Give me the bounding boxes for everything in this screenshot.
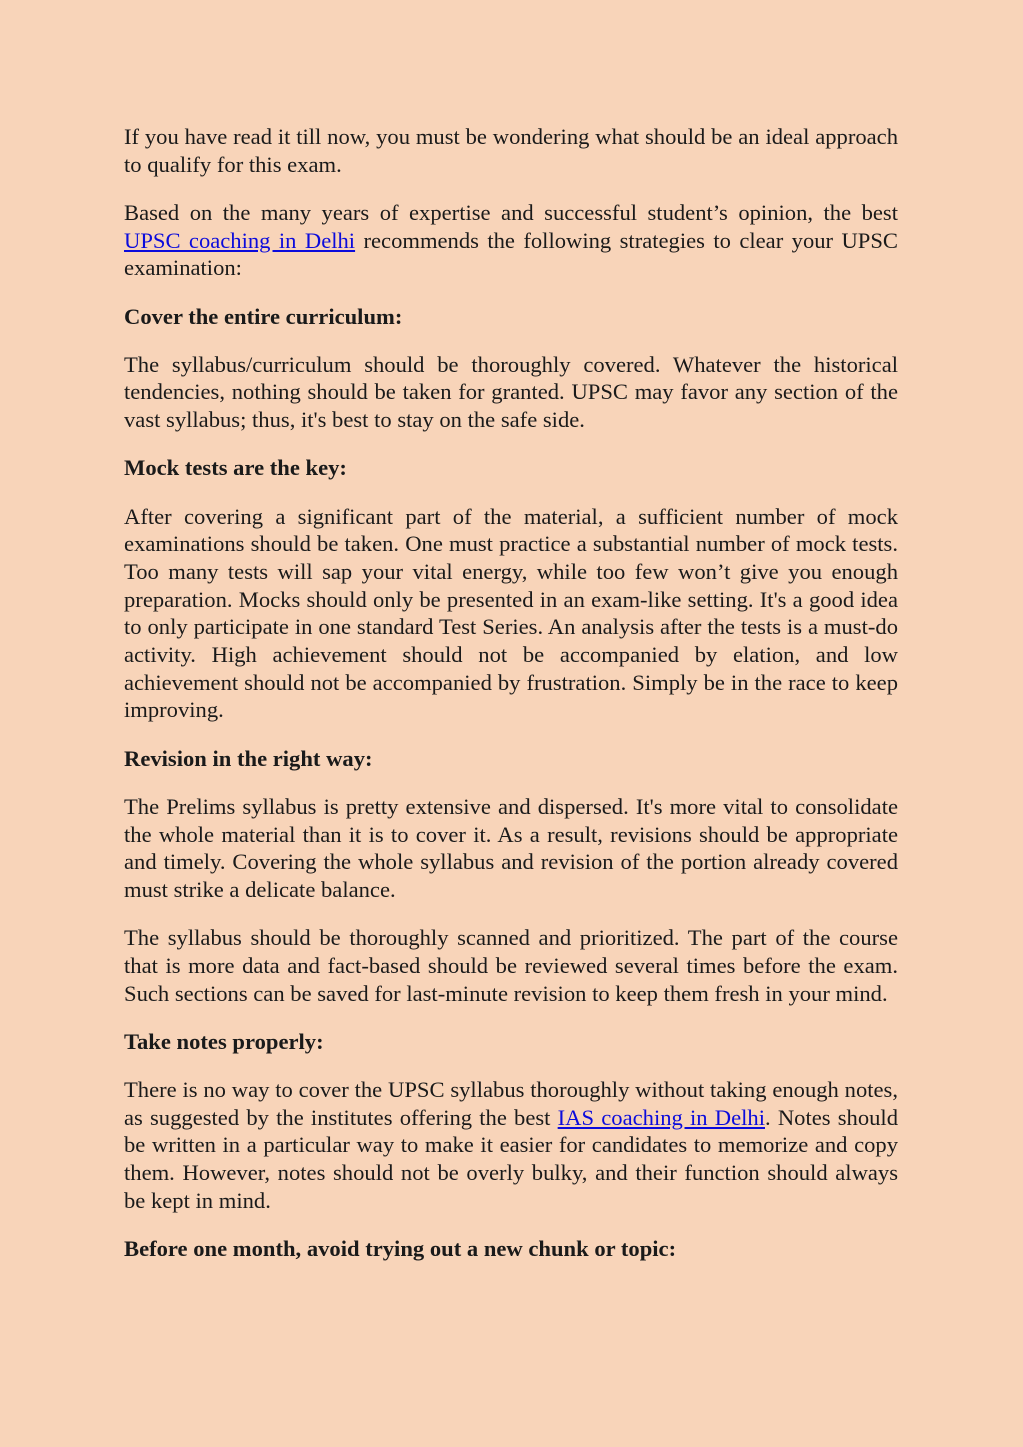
heading-take-notes: Take notes properly: [124, 1028, 324, 1054]
notes-paragraph [124, 1076, 898, 1215]
upsc-coaching-link[interactable]: UPSC coaching in Delhi [124, 227, 356, 253]
mock-tests-paragraph: After covering a significant part of the material, a sufficient number of mock examinations should be taken. One must practice a substantial number of mock tests. Too many tests will sap your vital energy, while too few won’t give you enough preparation. Mocks should only be presented in an exam-like setting. It's a good idea to only participate in one standard Test Series. An analysis after the tests is a must-do activity. High achievement should not be accompanied by elation, and low achievement should not be accompanied by frustration. Simply be in the race to keep improving. [124, 503, 898, 723]
ias-coaching-link[interactable]: IAS coaching in Delhi [557, 1104, 765, 1130]
notes-text-before: There is no way to cover the UPSC syllabus thoroughly without taking enough notes, as suggested by the institutes offering the best [124, 1076, 898, 1130]
revision-paragraph-1: The Prelims syllabus is pretty extensive and dispersed. It's more vital to consolidate the whole material than it is to cover it. As a result, revisions should be appropriate and timely. Covering the whole syllabus and revision of the portion already covered must strike a delicate balance. [124, 793, 898, 902]
heading-cover-curriculum: Cover the entire curriculum: [124, 303, 403, 329]
heading-revision: Revision in the right way: [124, 745, 373, 771]
heading-mock-tests: Mock tests are the key: [124, 455, 347, 481]
revision-paragraph-2: The syllabus should be thoroughly scanned and prioritized. The part of the course that is more data and fact-based should be reviewed several times before the exam. Such sections can be saved for last-minute revision to keep them fresh in your mind. [124, 925, 898, 1006]
document-body [124, 123, 898, 1283]
strategy-intro-paragraph [124, 199, 898, 282]
curriculum-paragraph: The syllabus/curriculum should be thoroughly covered. Whatever the historical tendencies, nothing should be taken for granted. UPSC may favor any section of the vast syllabus; thus, it's best to stay on the safe side. [124, 351, 898, 433]
notes-text-after: . Notes should be written in a particular way to make it easier for candidates to memorize and copy them. However, notes should not be overly bulky, and their function should always be kept in mind. [124, 1104, 898, 1213]
heading-avoid-new-topic: Before one month, avoid trying out a new chunk or topic: [124, 1236, 677, 1261]
strategy-intro-text-after: recommends the following strategies to clear your UPSC examination: [124, 227, 898, 281]
strategy-intro-text-before: Based on the many years of expertise and successful student’s opinion, the best [124, 199, 898, 225]
intro-paragraph: If you have read it till now, you must be wondering what should be an ideal approach to qualify for this exam. [124, 124, 898, 177]
